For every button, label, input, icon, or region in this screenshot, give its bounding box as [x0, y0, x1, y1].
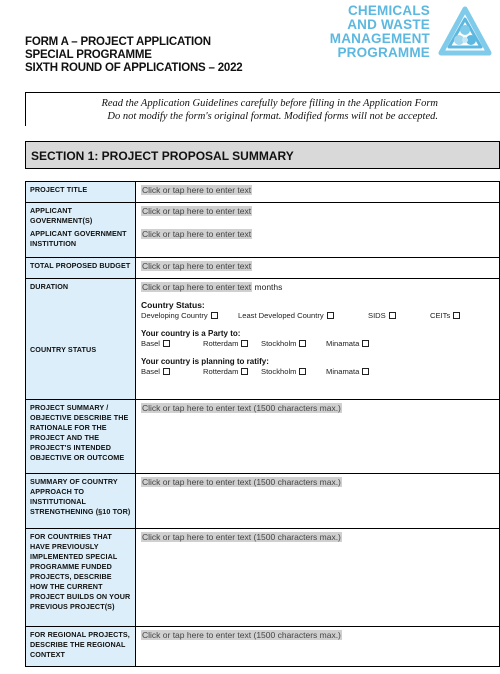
option-label: Basel [141, 338, 160, 348]
placeholder-text[interactable]: Click or tap here to enter text (1500 characters max.) [142, 531, 341, 542]
ratify-title: Your country is planning to ratify: [141, 356, 269, 366]
applicant-institution-label: APPLICANT GOVERNMENT INSTITUTION [26, 226, 136, 257]
table-row [26, 473, 500, 528]
table-row [26, 278, 500, 399]
checkbox[interactable] [453, 312, 460, 319]
status-option[interactable] [368, 311, 430, 320]
checkbox[interactable] [241, 368, 248, 375]
option-label: Minamata [326, 366, 360, 376]
option-label: Least Developed Country [238, 310, 324, 320]
applicant-institution-field[interactable] [136, 226, 500, 257]
status-option[interactable] [141, 311, 238, 320]
table-row [26, 182, 500, 203]
regional-context-field[interactable] [136, 626, 500, 666]
checkbox[interactable] [362, 340, 369, 347]
status-option[interactable] [430, 311, 460, 320]
logo-line: PROGRAMME [337, 45, 430, 60]
country-status-label: COUNTRY STATUS [30, 344, 97, 354]
option-label: Developing Country [141, 310, 208, 320]
section-title: SECTION 1: PROJECT PROPOSAL SUMMARY [25, 141, 500, 169]
placeholder-text[interactable]: Click or tap here to enter text (1500 characters max.) [142, 402, 341, 413]
notice-line: Read the Application Guidelines carefully before filling in the Application Form [101, 98, 438, 109]
checkbox[interactable] [299, 368, 306, 375]
logo-line: AND WASTE [347, 17, 430, 32]
instructions-notice [25, 92, 500, 126]
ratify-option[interactable] [141, 367, 203, 376]
party-options [141, 339, 494, 348]
table-row [26, 626, 500, 666]
regional-context-label: FOR REGIONAL PROJECTS, DESCRIBE THE REGIONAL CONTEXT [26, 626, 136, 666]
status-options [141, 311, 494, 320]
party-option[interactable] [261, 339, 326, 348]
checkbox[interactable] [389, 312, 396, 319]
country-approach-label: SUMMARY OF COUNTRY APPROACH TO INSTITUTIONAL STRENGTHENING (§10 TOR) [26, 473, 136, 528]
placeholder-text[interactable]: Click or tap here to enter text [142, 281, 252, 292]
applicant-government-field[interactable] [136, 203, 500, 227]
option-label: Basel [141, 366, 160, 376]
duration-country-field [136, 278, 500, 399]
round-title: SIXTH ROUND OF APPLICATIONS – 2022 [25, 62, 243, 74]
country-status-title: Country Status: [141, 299, 205, 310]
status-option[interactable] [238, 311, 368, 320]
checkbox[interactable] [211, 312, 218, 319]
project-title-label: PROJECT TITLE [26, 182, 136, 203]
placeholder-text[interactable]: Click or tap here to enter text (1500 characters max.) [142, 629, 341, 640]
party-option[interactable] [326, 339, 369, 348]
placeholder-text[interactable]: Click or tap here to enter text [142, 229, 252, 239]
proposal-summary-table [25, 181, 500, 667]
checkbox[interactable] [163, 368, 170, 375]
table-row [26, 226, 500, 257]
previous-projects-label: FOR COUNTRIES THAT HAVE PREVIOUSLY IMPLEMENTED SPECIAL PROGRAMME FUNDED PROJECTS, DESCRIBE HOW THE CURRENT PROJECT BUILDS ON YOUR PREVIOUS PROJECT(S) [26, 528, 136, 626]
ratify-option[interactable] [326, 367, 369, 376]
duration-country-labels [26, 278, 136, 399]
budget-field[interactable] [136, 257, 500, 278]
form-title: FORM A – PROJECT APPLICATION [25, 36, 211, 48]
country-approach-field[interactable] [136, 473, 500, 528]
project-summary-field[interactable] [136, 399, 500, 473]
placeholder-text[interactable]: Click or tap here to enter text (1500 characters max.) [142, 476, 341, 487]
project-title-field[interactable] [136, 182, 500, 203]
previous-projects-field[interactable] [136, 528, 500, 626]
logo-line: CHEMICALS [347, 3, 430, 18]
table-row [26, 257, 500, 278]
logo-text [318, 4, 430, 60]
placeholder-text[interactable]: Click or tap here to enter text [142, 206, 252, 216]
option-label: CEITs [430, 310, 451, 320]
table-row [26, 528, 500, 626]
option-label: Stockholm [261, 338, 297, 348]
placeholder-text[interactable]: Click or tap here to enter text [142, 185, 252, 195]
applicant-government-label: APPLICANT GOVERNMENT(S) [26, 203, 136, 227]
option-label: Stockholm [261, 366, 297, 376]
budget-label: TOTAL PROPOSED BUDGET [26, 257, 136, 278]
ratify-options [141, 367, 494, 376]
ratify-option[interactable] [203, 367, 261, 376]
logo-line: MANAGEMENT [329, 31, 430, 46]
party-option[interactable] [141, 339, 203, 348]
ratify-option[interactable] [261, 367, 326, 376]
checkbox[interactable] [362, 368, 369, 375]
duration-unit: months [254, 281, 283, 292]
checkbox[interactable] [241, 340, 248, 347]
option-label: Minamata [326, 338, 360, 348]
option-label: Rotterdam [203, 338, 239, 348]
placeholder-text[interactable]: Click or tap here to enter text [142, 260, 252, 271]
table-row [26, 203, 500, 227]
notice-line: Do not modify the form's original format. Modified forms will not be accepted. [107, 111, 438, 122]
checkbox[interactable] [327, 312, 334, 319]
option-label: SIDS [368, 310, 386, 320]
party-title: Your country is a Party to: [141, 328, 241, 338]
checkbox[interactable] [299, 340, 306, 347]
project-summary-label: PROJECT SUMMARY / OBJECTIVE DESCRIBE THE RATIONALE FOR THE PROJECT AND THE PROJECT'S INTENDED OBJECTIVE OR OUTCOME [26, 399, 136, 473]
party-option[interactable] [203, 339, 261, 348]
option-label: Rotterdam [203, 366, 239, 376]
programme-name: SPECIAL PROGRAMME [25, 49, 152, 61]
duration-field[interactable] [141, 282, 494, 292]
checkbox[interactable] [163, 340, 170, 347]
duration-label: DURATION [30, 281, 69, 291]
table-row [26, 399, 500, 473]
logo-icon [436, 4, 494, 62]
form-header [25, 36, 243, 75]
